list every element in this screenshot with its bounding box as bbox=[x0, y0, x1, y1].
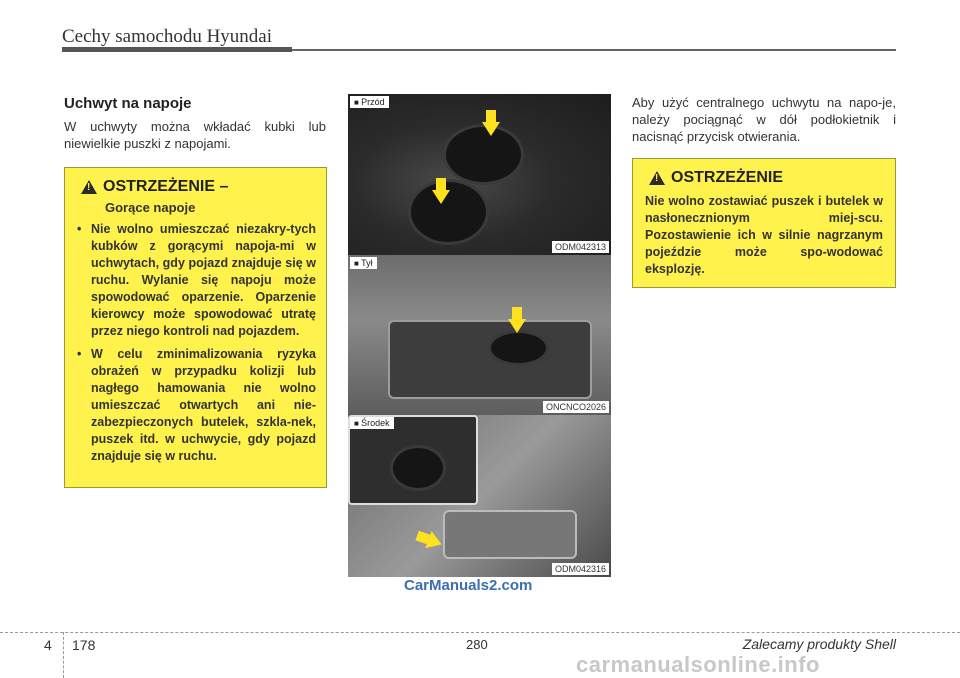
footer-watermark: carmanualsonline.info bbox=[576, 652, 820, 677]
warning-item: • W celu zminimalizowania ryzyka obrażeń w przypadku kolizji lub nagłego hamowania nie wolno umieszczać otwartych ani nie-zabezpieczonych butelek, szkla-nek, puszek itd. w uchwycie, gdy pojazd znajduje się w ruchu. bbox=[77, 346, 316, 465]
warning-title: OSTRZEŻENIE – bbox=[103, 178, 229, 195]
photo-label: ■ Środek bbox=[350, 417, 394, 429]
section-intro: W uchwyty można wkładać kubki lub niewielkie puszki z napojami. bbox=[64, 119, 326, 151]
door-tray bbox=[388, 320, 592, 399]
footer-slogan: Zalecamy produkty Shell bbox=[742, 636, 896, 652]
photo-rear-cupholder bbox=[348, 255, 611, 415]
photo-code: ONCNCO2026 bbox=[543, 401, 609, 413]
warning-box-explosion bbox=[632, 158, 896, 288]
warning-title: OSTRZEŻENIE bbox=[671, 169, 784, 186]
photo-front-cupholder bbox=[348, 94, 611, 255]
warning-list bbox=[77, 221, 316, 465]
warning-heading bbox=[645, 169, 883, 187]
chapter-number: 4 bbox=[44, 637, 52, 653]
header-rule-dark bbox=[62, 47, 292, 52]
page-number: 178 bbox=[72, 637, 96, 653]
cup-holder bbox=[488, 330, 549, 366]
warning-heading bbox=[77, 178, 316, 196]
pdf-page-number: 280 bbox=[466, 637, 488, 652]
warning-triangle-icon bbox=[81, 180, 97, 194]
header-rule-thin bbox=[292, 49, 896, 51]
warning-subtitle: Gorące napoje bbox=[105, 200, 196, 215]
section-title: Uchwyt na napoje bbox=[64, 95, 192, 112]
arrow-down-icon bbox=[508, 319, 526, 333]
photo-code: ODM042313 bbox=[552, 241, 609, 253]
photo-label: ■ Tył bbox=[350, 257, 377, 269]
footer-divider bbox=[0, 632, 960, 633]
warning-text: Nie wolno zostawiać puszek i butelek w nasłonecznionym miej-scu. Pozostawienie ich w silnie nagrzanym pojeździe może spo-wodować eksplozję. bbox=[645, 194, 883, 276]
arrow-down-icon bbox=[432, 190, 450, 204]
warning-item: • Nie wolno umieszczać niezakry-tych kubków z gorącymi napoja-mi w uchwytach, gdy pojazd znajduje się w ruchu. Wylanie się napoju może spowodować oparzenie. Oparzenie kierowcy może spowodować utratę przez niego kontroli nad pojazdem. bbox=[77, 221, 316, 340]
header-title: Cechy samochodu Hyundai bbox=[62, 26, 273, 47]
photo-label: ■ Przód bbox=[350, 96, 389, 108]
cup-holder-rear bbox=[408, 179, 489, 245]
arrow-icon bbox=[425, 531, 444, 553]
arrow-down-icon bbox=[482, 122, 500, 136]
armrest-instructions: Aby użyć centralnego uchwytu na napo-je, należy pociągnąć w dół podłokietnik i nacisnąć przycisk otwierania. bbox=[632, 95, 896, 144]
photo-code: ODM042316 bbox=[552, 563, 609, 575]
armrest bbox=[443, 510, 577, 559]
footer-vertical-divider bbox=[63, 632, 64, 678]
warning-box-hot-drinks bbox=[64, 167, 327, 488]
warning-triangle-icon bbox=[649, 171, 665, 185]
photo-center-armrest bbox=[348, 415, 611, 577]
cup-holder bbox=[390, 445, 446, 491]
watermark: CarManuals2.com bbox=[404, 577, 533, 594]
